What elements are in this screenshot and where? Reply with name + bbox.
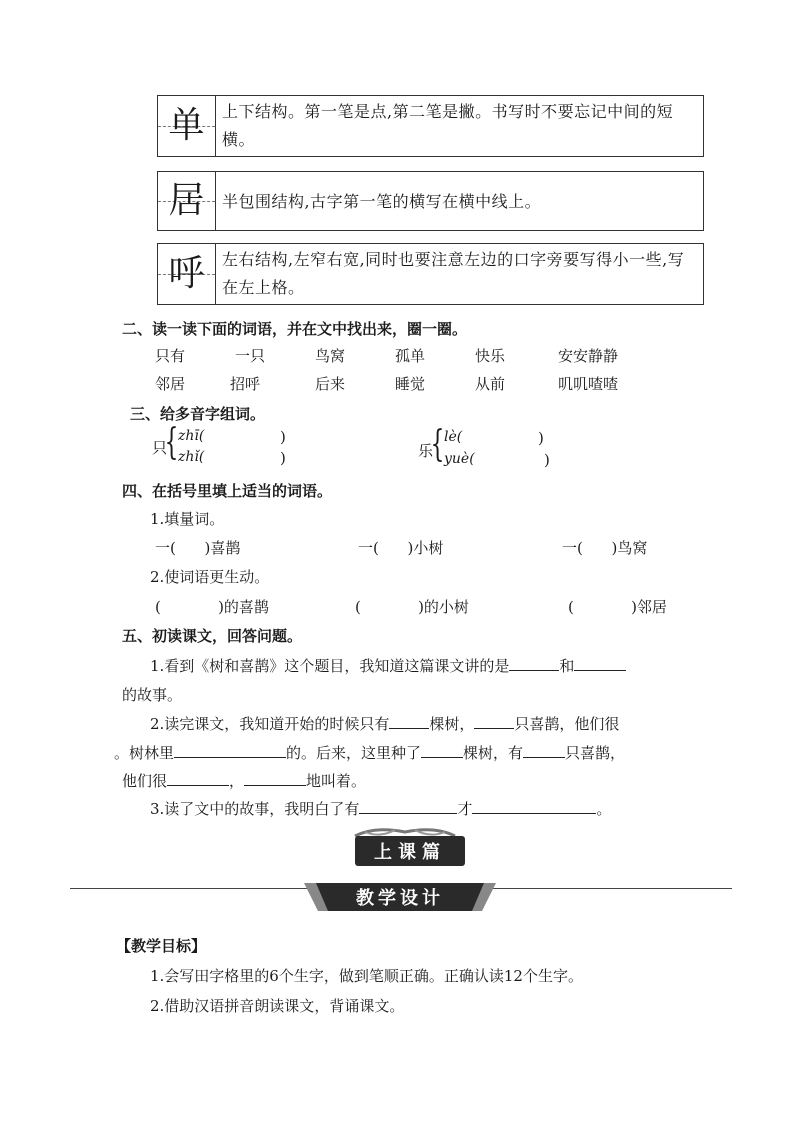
- brace-icon: {: [430, 424, 445, 465]
- q2-text: 的。后来，这里种了: [286, 744, 422, 762]
- word: 睡觉: [395, 375, 426, 393]
- big-char: 居: [168, 180, 205, 221]
- paren: ): [280, 428, 286, 446]
- answer-blank[interactable]: [167, 771, 229, 786]
- word: 一只: [235, 347, 266, 365]
- char-box-ju: [157, 171, 704, 231]
- section4-heading: 四、在括号里填上适当的词语。: [122, 482, 333, 500]
- pinyin: zhǐ(: [178, 449, 205, 465]
- section2-heading: 二、读一读下面的词语，并在文中找出来，圈一圈。: [122, 320, 468, 338]
- word: 邻居: [155, 375, 186, 393]
- answer-blank[interactable]: [174, 743, 286, 758]
- q2-text: 地叫着。: [306, 772, 367, 790]
- answer-blank[interactable]: [509, 656, 559, 671]
- objective-item: 2.借助汉语拼音朗读课文，背诵课文。: [150, 997, 405, 1015]
- fill-item: ( )的小树: [355, 598, 469, 616]
- objectives-heading: 【教学目标】: [116, 937, 207, 955]
- q2-text: 。树林里: [114, 744, 175, 762]
- section5-heading: 五、初读课文，回答问题。: [122, 627, 303, 645]
- q2-text: ，: [229, 772, 245, 790]
- answer-blank[interactable]: [574, 656, 626, 671]
- answer-blank[interactable]: [421, 743, 463, 758]
- brace-icon: {: [164, 422, 179, 463]
- paren: ): [538, 429, 544, 447]
- char-box-dan: [157, 95, 704, 157]
- answer-blank[interactable]: [474, 714, 514, 729]
- q1-text: 和: [559, 657, 575, 675]
- char-cell: [158, 96, 216, 156]
- poly-char-le: 乐: [418, 442, 434, 460]
- word: 只有: [155, 347, 186, 365]
- char-desc: 上下结构。第一笔是点,第二笔是撇。书写时不要忘记中间的短横。: [222, 102, 674, 149]
- word: 孤单: [395, 347, 426, 365]
- fill-item: 一( )小树: [358, 539, 444, 557]
- q2-text: 棵树，有: [463, 744, 524, 762]
- char-desc: [216, 172, 703, 230]
- answer-blank[interactable]: [523, 743, 565, 758]
- fill-item: 一( )喜鹊: [155, 539, 241, 557]
- q1-line: [150, 655, 626, 676]
- answer-blank[interactable]: [472, 799, 596, 814]
- char-cell: [158, 172, 216, 230]
- q1-text: 1.看到《树和喜鹊》这个题目，我知道这篇课文讲的是: [150, 657, 510, 675]
- answer-blank[interactable]: [244, 771, 306, 786]
- subheading: 1.填量词。: [150, 510, 225, 528]
- pinyin: yuè(: [444, 451, 475, 467]
- char-cell: [158, 244, 216, 304]
- fill-item: ( )的喜鹊: [155, 598, 269, 616]
- subheading: 2.使词语更生动。: [150, 568, 270, 586]
- big-char: 单: [168, 105, 205, 146]
- poly-char-zhi: 只: [152, 439, 168, 457]
- q3-line: [150, 798, 611, 819]
- char-desc-text: 半包围结构,古字第一笔的横写在横中线上。: [222, 192, 542, 211]
- paren: ): [280, 449, 286, 467]
- objective-item: 1.会写田字格里的6个生字，做到笔顺正确。正确认读12个生字。: [150, 967, 583, 985]
- q2-text: 只喜鹊，: [565, 744, 626, 762]
- banner-shangke: 上课篇: [355, 836, 465, 866]
- q2-line1: [150, 713, 619, 734]
- q3-text: 。: [596, 800, 612, 818]
- q2-text: 只喜鹊，他们很: [514, 715, 620, 733]
- char-box-hu: [157, 243, 704, 305]
- q2-line3: [122, 770, 366, 791]
- word: 安安静静: [558, 347, 619, 365]
- q3-text: 才: [457, 800, 473, 818]
- answer-blank[interactable]: [389, 714, 429, 729]
- section3-heading: 三、给多音字组词。: [130, 405, 266, 423]
- q2-text: 他们很: [122, 772, 168, 790]
- fill-item: 一( )鸟窝: [562, 539, 648, 557]
- fill-item: ( )邻居: [568, 598, 667, 616]
- answer-blank[interactable]: [359, 799, 457, 814]
- word: 快乐: [475, 347, 506, 365]
- pinyin: lè(: [444, 429, 463, 445]
- word: 从前: [475, 375, 506, 393]
- q1-cont: 的故事。: [122, 686, 183, 704]
- big-char: 呼: [168, 253, 205, 294]
- char-desc: 左右结构,左窄右宽,同时也要注意左边的口字旁要写得小一些,写在左上格。: [222, 250, 685, 297]
- q2-line2: [114, 742, 625, 763]
- q2-text: 2.读完课文，我知道开始的时候只有: [150, 715, 390, 733]
- q2-text: 棵树，: [429, 715, 475, 733]
- word: 后来: [315, 375, 346, 393]
- q3-text: 3.读了文中的故事，我明白了有: [150, 800, 360, 818]
- word: 鸟窝: [315, 347, 346, 365]
- pinyin: zhī(: [178, 428, 205, 444]
- word: 招呼: [230, 375, 261, 393]
- paren: ): [544, 451, 550, 469]
- word: 叽叽喳喳: [558, 375, 619, 393]
- banner-jiaoxue: 教学设计: [356, 888, 444, 909]
